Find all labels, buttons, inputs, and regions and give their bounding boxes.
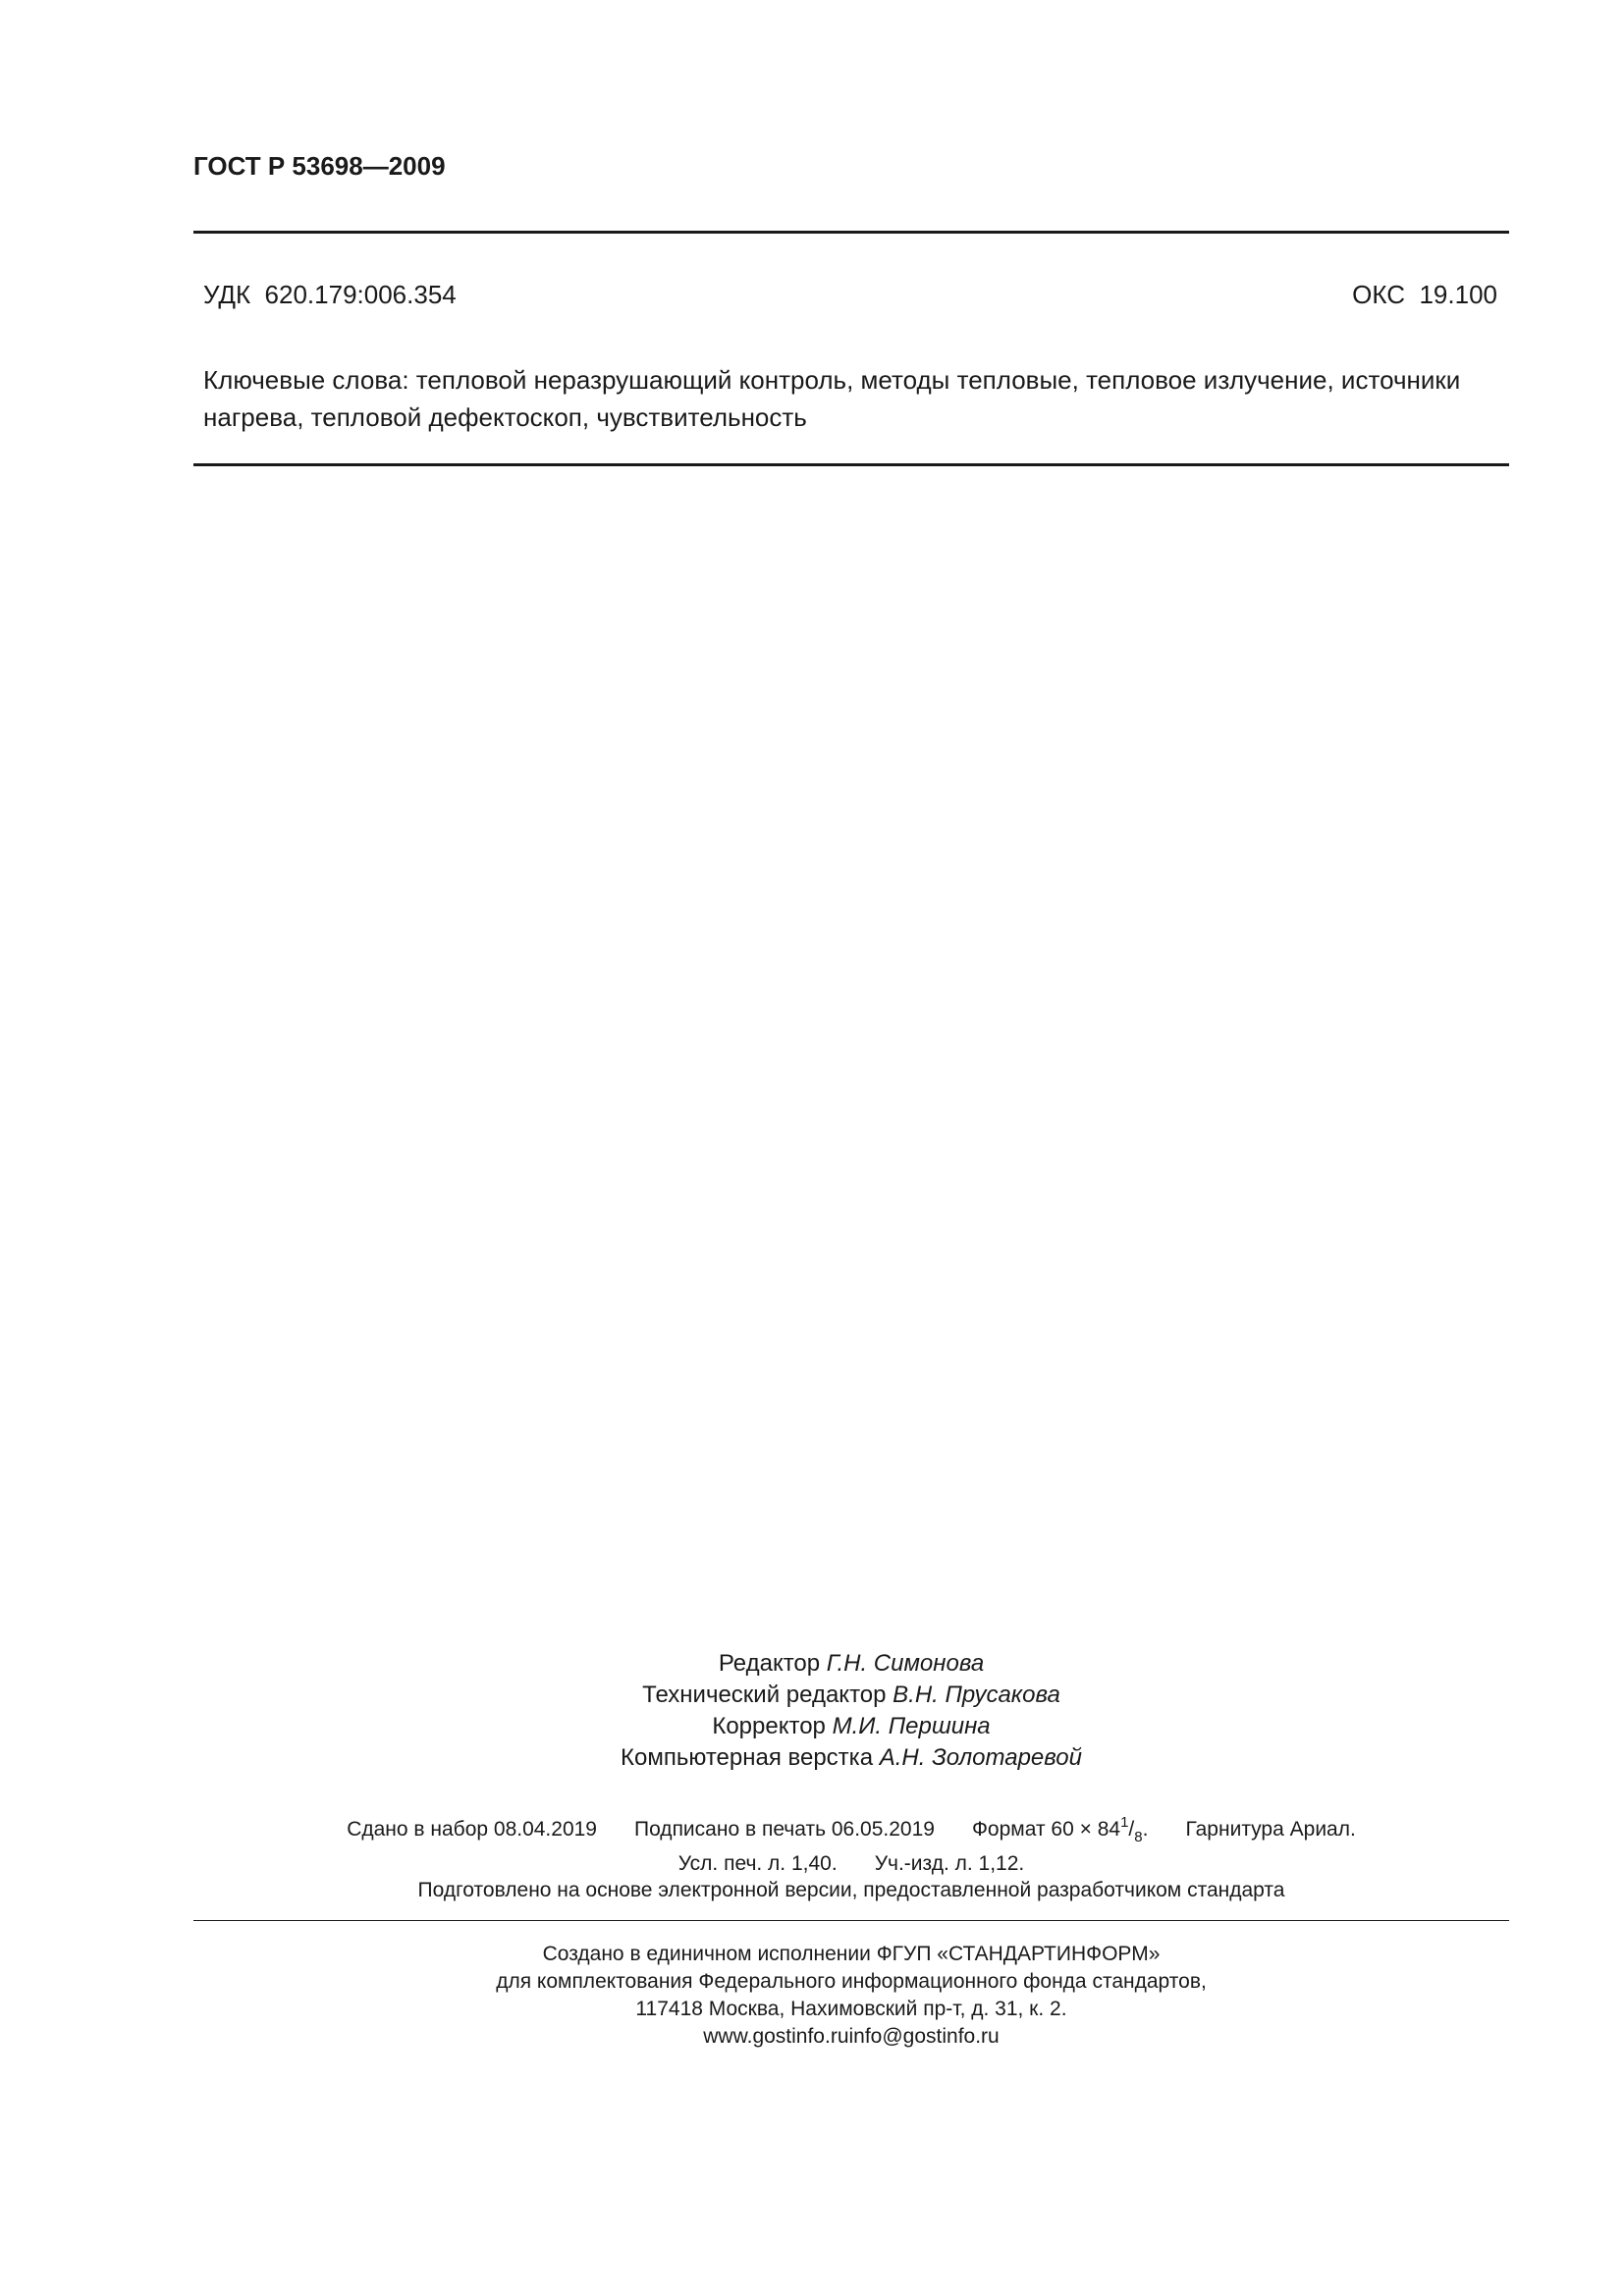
credit-layout bbox=[193, 1742, 1509, 1774]
website-link[interactable]: www.gostinfo.ru bbox=[703, 2025, 849, 2048]
typeset-date: Сдано в набор 08.04.2019 bbox=[347, 1818, 597, 1841]
publication-line-1 bbox=[193, 1809, 1509, 1850]
keywords-label: Ключевые слова: bbox=[203, 365, 409, 395]
publisher-line-2: для комплектования Федерального информационного фонда стандартов, bbox=[496, 1970, 1207, 1993]
keywords-divider bbox=[193, 463, 1509, 466]
credit-name: А.Н. Золотаревой bbox=[879, 1744, 1082, 1771]
credit-role: Технический редактор bbox=[642, 1682, 887, 1708]
credit-role: Корректор bbox=[712, 1713, 826, 1739]
publisher-divider bbox=[193, 1920, 1509, 1921]
publication-line-2 bbox=[193, 1850, 1509, 1877]
credits-block bbox=[193, 1648, 1509, 1774]
credit-name: М.И. Першина bbox=[832, 1713, 991, 1739]
email-link[interactable]: info@gostinfo.ru bbox=[848, 2025, 1000, 2048]
credit-editor bbox=[193, 1648, 1509, 1680]
keywords-block bbox=[203, 361, 1499, 436]
print-sheets: Усл. печ. л. 1,40. bbox=[677, 1852, 838, 1875]
oks-code: ОКС 19.100 bbox=[1352, 280, 1497, 309]
prepared-note: Подготовлено на основе электронной версии, предоставленной разработчиком стандарта bbox=[417, 1879, 1285, 1901]
credit-tech-editor bbox=[193, 1680, 1509, 1711]
keywords-text: тепловой неразрушающий контроль, методы тепловые, тепловое излучение, источники нагрева, тепловой дефектоскоп, чувствительность bbox=[203, 365, 1461, 432]
credit-name: Г.Н. Симонова bbox=[826, 1650, 985, 1677]
credit-name: В.Н. Прусакова bbox=[893, 1682, 1060, 1708]
udk-code: УДК 620.179:006.354 bbox=[203, 280, 457, 309]
publisher-contacts bbox=[193, 2023, 1509, 2051]
paper-format: Формат $60 \times 84^1/_8$. bbox=[971, 1814, 1149, 1845]
publication-info bbox=[193, 1809, 1509, 1903]
credit-role: Редактор bbox=[718, 1650, 821, 1677]
top-divider bbox=[193, 231, 1509, 234]
publisher-address: 117418 Москва, Нахимовский пр-т, д. 31, к. 2. bbox=[635, 1998, 1067, 2020]
font-info: Гарнитура Ариал. bbox=[1185, 1818, 1356, 1841]
publisher-sheets: Уч.-изд. л. 1,12. bbox=[874, 1852, 1025, 1875]
document-id: ГОСТ Р 53698—2009 bbox=[193, 151, 446, 181]
publisher-block bbox=[193, 1941, 1509, 2051]
signed-date: Подписано в печать 06.05.2019 bbox=[634, 1818, 935, 1841]
credit-role: Компьютерная верстка bbox=[621, 1744, 874, 1771]
publisher-line-1: Создано в единичном исполнении ФГУП «СТАНДАРТИНФОРМ» bbox=[542, 1943, 1161, 1965]
credit-proofreader bbox=[193, 1711, 1509, 1742]
